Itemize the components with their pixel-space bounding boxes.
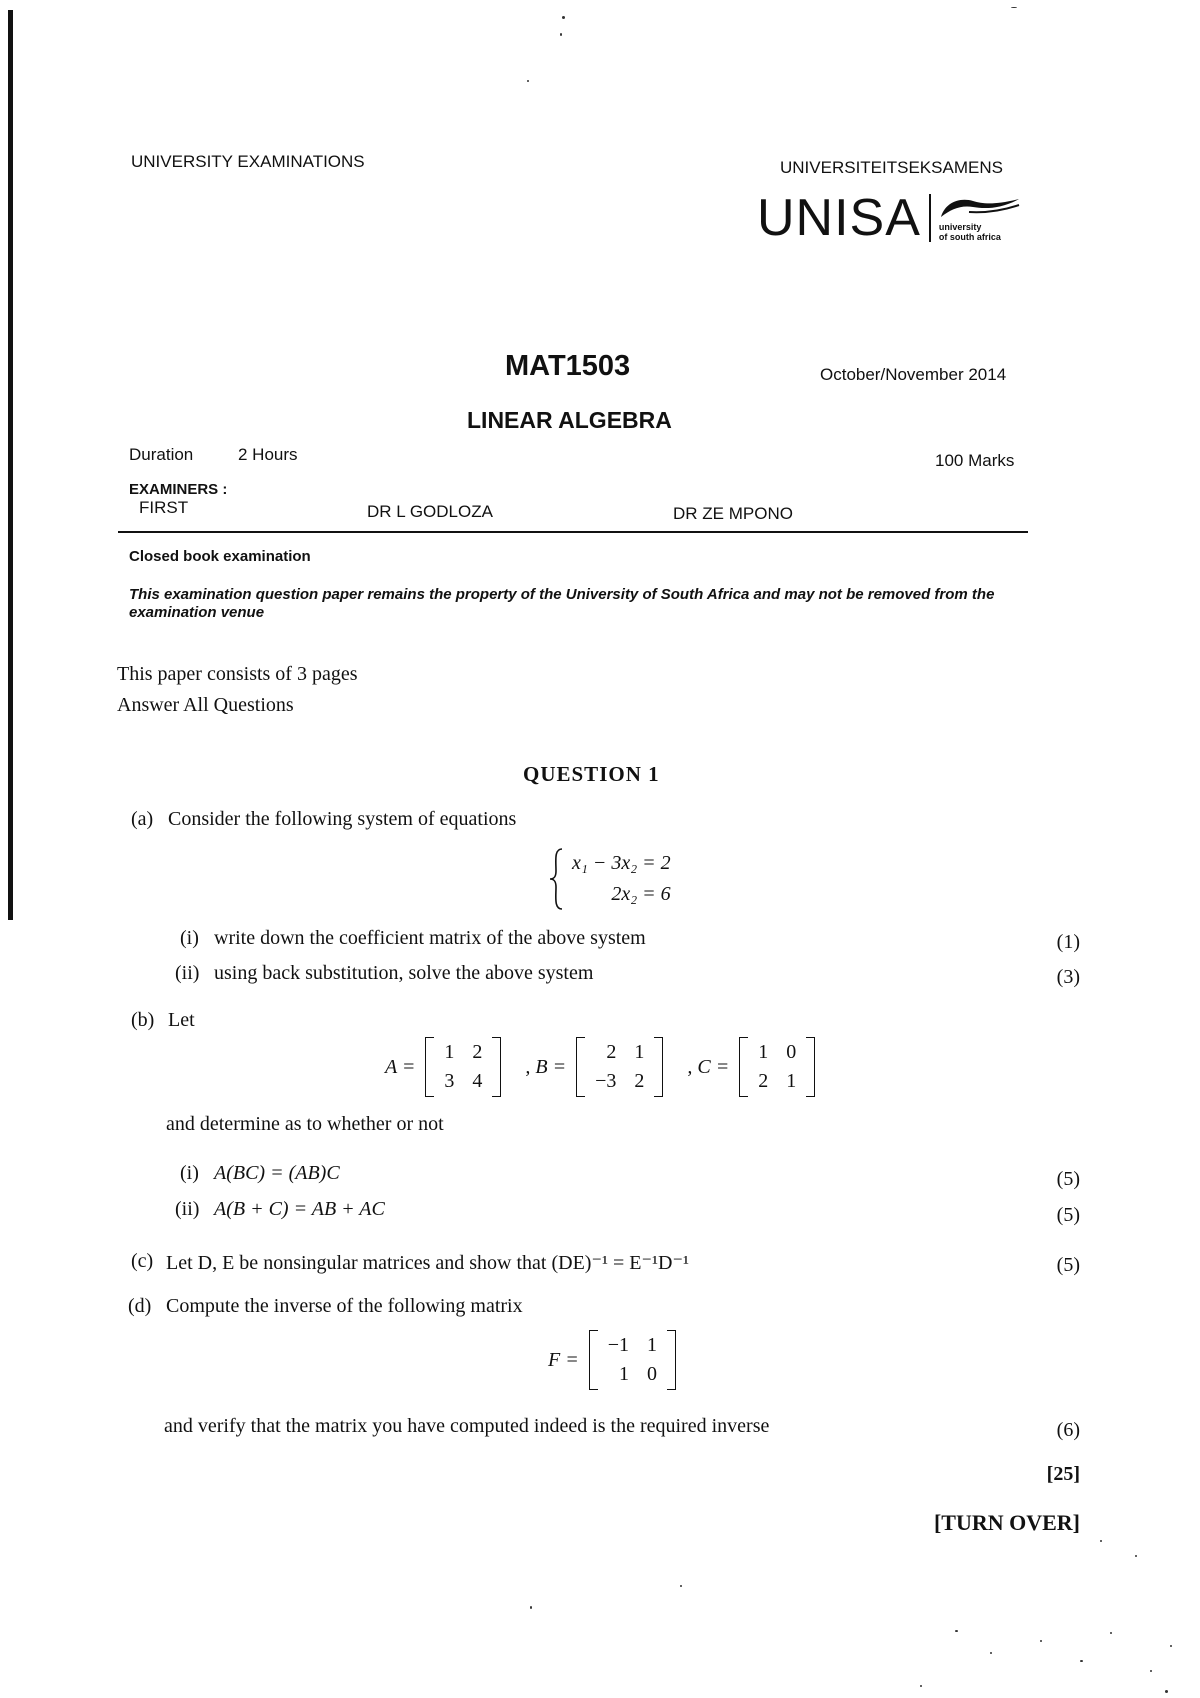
logo-emblem [939,195,1021,242]
matrix-b-cell: −3 [595,1070,617,1092]
scan-speck [1150,1670,1152,1672]
turn-over: [TURN OVER] [933,1510,1080,1535]
part-d-text: Compute the inverse of the following matrix [166,1295,523,1317]
scan-speck [1100,1540,1102,1542]
matrix-b-cell: 1 [634,1041,645,1063]
duration-value: 2 Hours [238,445,298,464]
logo-tagline-line1: university [938,221,982,232]
header-divider [118,531,1028,533]
equation-system [548,847,671,911]
part-a-i-text: write down the coefficient matrix of the above system [214,927,646,949]
scan-speck [955,1630,958,1632]
matrix-c-cell: 1 [758,1041,769,1063]
matrix-c-cell: 0 [786,1041,797,1063]
part-a-ii-text: using back substitution, solve the above system [214,962,594,984]
part-d-text2: and verify that the matrix you have computed indeed is the required inverse [164,1415,770,1437]
matrix-a-cell: 3 [444,1070,455,1092]
unisa-logo [757,189,1021,247]
matrix-a-name: A = [385,1055,416,1078]
part-b-text: Let [168,1009,195,1031]
page-count: This paper consists of 3 pages [117,663,358,685]
matrix-a-cell: 2 [472,1041,483,1063]
part-b-i-mark: (5) [1056,1168,1080,1190]
header-right: UNIVERSITEITSEKSAMENS [780,158,1003,177]
part-b-i-text: A(BC) = (AB)C [214,1162,340,1184]
part-a-text: Consider the following system of equations [168,808,517,830]
examiner-1: DR L GODLOZA [367,502,493,521]
property-notice: This examination question paper remains the property of the University of South Africa and may not be removed from the examination venue [129,586,995,621]
scan-speck [920,1685,922,1687]
part-a-i-mark: (1) [1056,931,1080,953]
matrix-f-cell: −1 [607,1334,629,1356]
part-a-i-label: (i) [180,927,199,949]
matrix-c-name: , C = [687,1055,730,1078]
logo-tagline-line2: of south africa [938,231,1001,242]
part-a-ii-label: (ii) [175,962,200,984]
logo-separator [929,194,931,242]
matrix-f-name: F = [548,1348,579,1371]
part-c-text: Let D, E be nonsingular matrices and show that (DE)⁻¹ = E⁻¹D⁻¹ [166,1252,690,1274]
scan-speck [527,80,529,82]
part-b-ii-mark: (5) [1056,1204,1080,1226]
part-a-ii-mark: (3) [1056,966,1080,988]
scan-speck [680,1585,682,1587]
scan-speck [1110,1632,1112,1634]
scan-speck [990,1652,992,1654]
part-a-label: (a) [131,808,154,830]
part-b-i-label: (i) [180,1162,199,1184]
question-total: [25] [1046,1463,1080,1485]
examiners-label: EXAMINERS : [129,481,228,498]
unisa-logo-word: UNISA [757,189,921,247]
scan-speck [1080,1660,1083,1662]
scan-margin-bar [8,10,13,920]
part-b-ii-label: (ii) [175,1198,200,1220]
part-b-text2: and determine as to whether or not [166,1113,444,1135]
scan-speck [1135,1555,1137,1557]
matrix-f [589,1330,676,1390]
matrix-c [739,1037,815,1097]
scan-speck [1170,1645,1172,1647]
first-examiner-label: FIRST [139,498,189,517]
part-d-label: (d) [128,1295,152,1317]
part-c-mark: (5) [1056,1254,1080,1276]
part-d-mark: (6) [1056,1419,1080,1441]
matrix-a-cell: 1 [444,1041,455,1063]
bird-wing-icon [939,195,1021,219]
part-b-label: (b) [131,1009,155,1031]
matrix-f-block [548,1330,676,1390]
matrix-f-cell: 1 [619,1363,629,1385]
examiner-2: DR ZE MPONO [673,504,793,523]
matrices-abc [385,1037,815,1097]
course-code: MAT1503 [505,350,631,382]
total-marks: 100 Marks [935,451,1015,470]
matrix-b-cell: 2 [606,1041,617,1063]
scan-speck [1011,7,1017,8]
part-c-label: (c) [131,1250,154,1272]
part-b-ii-text: A(B + C) = AB + AC [214,1198,385,1220]
matrix-a [425,1037,501,1097]
scan-speck [560,33,562,36]
matrix-a-cell: 4 [472,1070,483,1092]
scan-speck [562,16,565,19]
scan-speck [1040,1640,1042,1642]
scan-speck [530,1606,532,1609]
matrix-c-cell: 1 [786,1070,797,1092]
exam-session: October/November 2014 [820,365,1007,384]
subject-title: LINEAR ALGEBRA [467,407,672,433]
equation-2: 2x₂ = 6 [611,883,671,905]
matrix-b-cell: 2 [634,1070,645,1092]
logo-tagline [939,222,1021,242]
question-title: QUESTION 1 [523,762,660,786]
equation-1: x₁ − 3x₂ = 2 [572,852,671,874]
matrix-f-cell: 0 [647,1363,657,1385]
matrix-f-cell: 1 [647,1334,657,1356]
header-left: UNIVERSITY EXAMINATIONS [131,152,365,171]
matrix-b-name: , B = [525,1055,567,1078]
duration-label: Duration [129,445,194,464]
instruction: Answer All Questions [117,694,294,716]
matrix-b [576,1037,663,1097]
closed-book-notice: Closed book examination [129,548,311,565]
left-brace [548,847,564,911]
scan-speck [1165,1690,1168,1693]
matrix-c-cell: 2 [758,1070,769,1092]
